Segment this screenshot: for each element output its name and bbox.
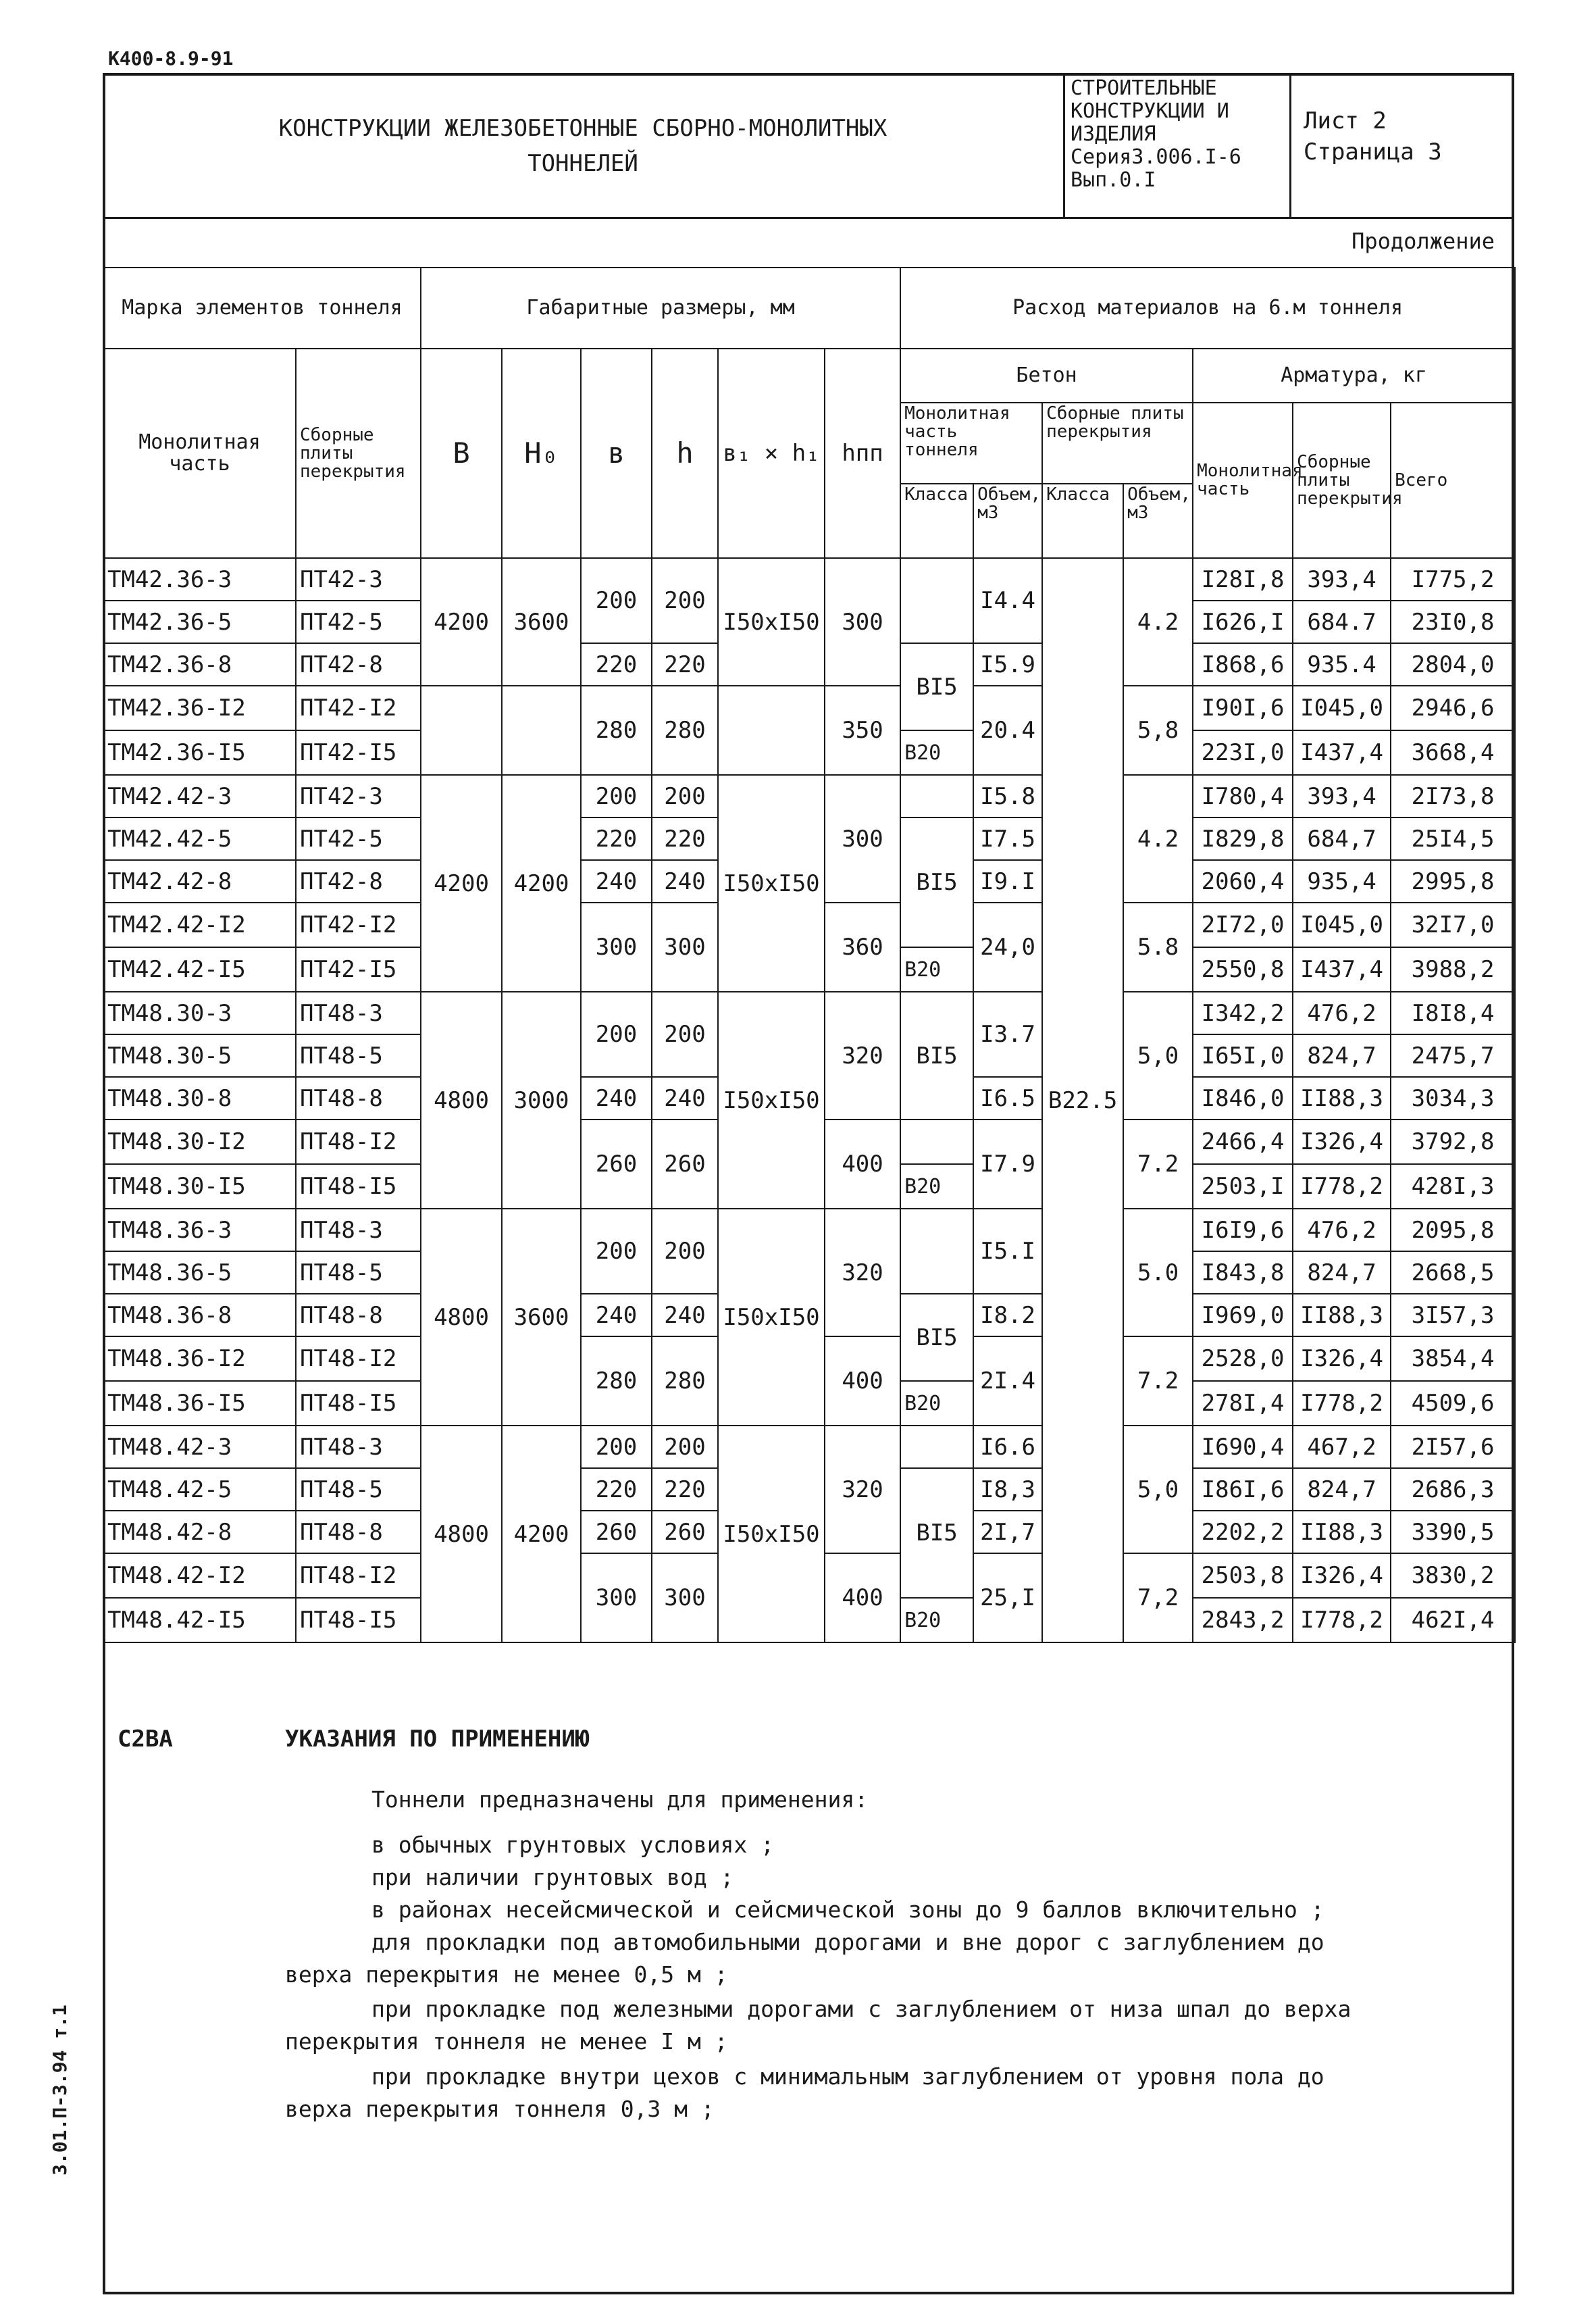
cell-bk bbox=[900, 1209, 973, 1294]
slab-mark: ПТ42-3 bbox=[296, 775, 421, 818]
slab-mark: ПТ42-5 bbox=[296, 818, 421, 860]
arm-total-value: 3988,2 bbox=[1391, 947, 1515, 992]
cell-h: 300 bbox=[652, 1553, 718, 1642]
cell-b1h1 bbox=[718, 686, 825, 775]
cell-hpp: 400 bbox=[825, 1120, 900, 1209]
slab-mark: ПТ42-5 bbox=[296, 601, 421, 643]
page-number: Страница 3 bbox=[1304, 139, 1442, 166]
monolit-mark: ТМ48.42-I5 bbox=[103, 1598, 296, 1642]
arm-mono-value: I28I,8 bbox=[1193, 558, 1293, 601]
arm-mono-value: I86I,6 bbox=[1193, 1468, 1293, 1511]
cell-sv: 5.8 bbox=[1123, 903, 1193, 992]
col-monolit: Монолитная часть bbox=[103, 349, 296, 558]
arm-total-value: 2686,3 bbox=[1391, 1468, 1515, 1511]
cell-bk: BI5 bbox=[900, 992, 973, 1120]
col-obem-1: Объем, м3 bbox=[973, 484, 1042, 558]
arm-total-value: 2946,6 bbox=[1391, 686, 1515, 730]
col-obem-2: Объем, м3 bbox=[1123, 484, 1193, 558]
arm-total-value: 2475,7 bbox=[1391, 1034, 1515, 1077]
arm-mono-value: 2550,8 bbox=[1193, 947, 1293, 992]
cell-hpp: 320 bbox=[825, 1209, 900, 1336]
document-code: К400-8.9-91 bbox=[108, 47, 234, 70]
cell-Ho: 4200 bbox=[502, 1426, 581, 1642]
monolit-mark: ТМ48.42-5 bbox=[103, 1468, 296, 1511]
cell-hpp: 350 bbox=[825, 686, 900, 775]
monolit-mark: ТМ42.36-I5 bbox=[103, 730, 296, 775]
cell-h: 240 bbox=[652, 1294, 718, 1336]
cell-B: 4800 bbox=[421, 1209, 502, 1426]
cell-b: 200 bbox=[581, 1426, 652, 1468]
monolit-mark: ТМ48.36-I2 bbox=[103, 1336, 296, 1381]
cell-hpp: 400 bbox=[825, 1336, 900, 1426]
cell-Ho: 3600 bbox=[502, 558, 581, 686]
table-row bbox=[103, 992, 1515, 1034]
cell-h: 220 bbox=[652, 643, 718, 686]
continuation-label: Продолжение bbox=[1352, 228, 1495, 254]
monolit-mark: ТМ48.30-I5 bbox=[103, 1164, 296, 1209]
arm-sbor-value: 935.4 bbox=[1293, 643, 1391, 686]
arm-mono-value: I690,4 bbox=[1193, 1426, 1293, 1468]
slab-mark: ПТ48-5 bbox=[296, 1468, 421, 1511]
cell-bk bbox=[900, 1426, 973, 1468]
slab-mark: ПТ42-3 bbox=[296, 558, 421, 601]
arm-total-value: 2I57,6 bbox=[1391, 1426, 1515, 1468]
series-line-4: Серия3.006.I-6 bbox=[1071, 145, 1241, 169]
col-klass-2: Класса bbox=[1042, 484, 1123, 558]
notes-line-2: в обычных грунтовых условиях ; bbox=[371, 1832, 775, 1858]
cell-B: 4800 bbox=[421, 1426, 502, 1642]
cell-bk bbox=[900, 775, 973, 818]
cell-B: 4800 bbox=[421, 992, 502, 1209]
monolit-mark: ТМ42.42-I2 bbox=[103, 903, 296, 947]
arm-mono-value: I342,2 bbox=[1193, 992, 1293, 1034]
cell-bv: I5.9 bbox=[973, 643, 1042, 686]
arm-mono-value: I626,I bbox=[1193, 601, 1293, 643]
slab-mark: ПТ42-I2 bbox=[296, 903, 421, 947]
col-beton-mono: Монолитная часть тоннеля bbox=[900, 403, 1042, 484]
monolit-mark: ТМ48.36-I5 bbox=[103, 1381, 296, 1426]
arm-mono-value: 2843,2 bbox=[1193, 1598, 1293, 1642]
cell-b: 300 bbox=[581, 903, 652, 992]
title-block bbox=[103, 73, 1065, 218]
cell-bv: I8.2 bbox=[973, 1294, 1042, 1336]
cell-b: 240 bbox=[581, 1077, 652, 1120]
notes-line-5: для прокладки под автомобильными дорогами и вне дорог с заглублением до bbox=[371, 1929, 1324, 1955]
arm-mono-value: 278I,4 bbox=[1193, 1381, 1293, 1426]
cell-h: 260 bbox=[652, 1120, 718, 1209]
notes-title: УКАЗАНИЯ ПО ПРИМЕНЕНИЮ bbox=[285, 1726, 590, 1753]
cell-b1h1: I50xI50 bbox=[718, 558, 825, 686]
monolit-mark: ТМ42.36-8 bbox=[103, 643, 296, 686]
arm-mono-value: I969,0 bbox=[1193, 1294, 1293, 1336]
cell-bv: 25,I bbox=[973, 1553, 1042, 1642]
arm-sbor-value: I326,4 bbox=[1293, 1336, 1391, 1381]
series-line-3: ИЗДЕЛИЯ bbox=[1071, 122, 1156, 146]
monolit-mark: ТМ48.30-8 bbox=[103, 1077, 296, 1120]
arm-sbor-value: II88,3 bbox=[1293, 1511, 1391, 1553]
arm-sbor-value: 467,2 bbox=[1293, 1426, 1391, 1468]
slab-mark: ПТ42-I5 bbox=[296, 947, 421, 992]
arm-total-value: 3I57,3 bbox=[1391, 1294, 1515, 1336]
slab-mark: ПТ48-5 bbox=[296, 1251, 421, 1294]
monolit-mark: ТМ42.42-I5 bbox=[103, 947, 296, 992]
cell-b: 240 bbox=[581, 860, 652, 903]
arm-sbor-value: 393,4 bbox=[1293, 558, 1391, 601]
arm-mono-value: I6I9,6 bbox=[1193, 1209, 1293, 1251]
arm-total-value: 3390,5 bbox=[1391, 1511, 1515, 1553]
arm-total-value: 32I7,0 bbox=[1391, 903, 1515, 947]
notes-line-1: Тоннели предназначены для применения: bbox=[371, 1786, 869, 1813]
cell-bv: I4.4 bbox=[973, 558, 1042, 643]
cell-B: 4200 bbox=[421, 775, 502, 992]
slab-mark: ПТ48-8 bbox=[296, 1511, 421, 1553]
arm-sbor-value: 393,4 bbox=[1293, 775, 1391, 818]
cell-bv: I9.I bbox=[973, 860, 1042, 903]
arm-sbor-value: I778,2 bbox=[1293, 1381, 1391, 1426]
arm-mono-value: I90I,6 bbox=[1193, 686, 1293, 730]
slab-mark: ПТ48-I2 bbox=[296, 1120, 421, 1164]
cell-b: 220 bbox=[581, 818, 652, 860]
slab-mark: ПТ48-I2 bbox=[296, 1553, 421, 1598]
slab-mark: ПТ48-I5 bbox=[296, 1598, 421, 1642]
col-arm-total: Всего bbox=[1391, 403, 1515, 558]
monolit-mark: ТМ48.36-5 bbox=[103, 1251, 296, 1294]
notes-line-6: верха перекрытия не менее 0,5 м ; bbox=[285, 1961, 728, 1988]
cell-bv: 20.4 bbox=[973, 686, 1042, 775]
arm-sbor-value: 476,2 bbox=[1293, 992, 1391, 1034]
cell-h: 220 bbox=[652, 1468, 718, 1511]
cell-h: 280 bbox=[652, 686, 718, 775]
cell-sv: 5,8 bbox=[1123, 686, 1193, 775]
header-divider bbox=[103, 217, 1514, 219]
cell-h: 200 bbox=[652, 1209, 718, 1294]
sheet-block bbox=[1291, 73, 1514, 218]
slab-mark: ПТ48-3 bbox=[296, 1426, 421, 1468]
arm-sbor-value: 476,2 bbox=[1293, 1209, 1391, 1251]
monolit-mark: ТМ48.30-3 bbox=[103, 992, 296, 1034]
arm-total-value: 428I,3 bbox=[1391, 1164, 1515, 1209]
cell-sv: 4.2 bbox=[1123, 558, 1193, 686]
cell-b: 280 bbox=[581, 1336, 652, 1426]
arm-mono-value: 2I72,0 bbox=[1193, 903, 1293, 947]
cell-hpp: 360 bbox=[825, 903, 900, 992]
arm-sbor-value: I437,4 bbox=[1293, 730, 1391, 775]
cell-h: 300 bbox=[652, 903, 718, 992]
cell-bk: BI5 bbox=[900, 1294, 973, 1381]
cell-bv: I3.7 bbox=[973, 992, 1042, 1077]
arm-total-value: 2095,8 bbox=[1391, 1209, 1515, 1251]
col-hpp: hпп bbox=[825, 349, 900, 558]
cell-hpp: 320 bbox=[825, 992, 900, 1120]
cell-B bbox=[421, 686, 502, 775]
arm-total-value: 2995,8 bbox=[1391, 860, 1515, 903]
arm-mono-value: 2503,8 bbox=[1193, 1553, 1293, 1598]
cell-h: 200 bbox=[652, 992, 718, 1077]
monolit-mark: ТМ42.42-3 bbox=[103, 775, 296, 818]
cell-b: 200 bbox=[581, 558, 652, 643]
slab-mark: ПТ48-3 bbox=[296, 1209, 421, 1251]
slab-mark: ПТ48-3 bbox=[296, 992, 421, 1034]
cell-sv: 5.0 bbox=[1123, 1209, 1193, 1336]
cell-bv: I6.5 bbox=[973, 1077, 1042, 1120]
monolit-mark: ТМ42.42-8 bbox=[103, 860, 296, 903]
cell-sv: 4.2 bbox=[1123, 775, 1193, 903]
notes-line-9: при прокладке внутри цехов с минимальным заглублением от уровня пола до bbox=[371, 2063, 1324, 2090]
cell-sv: 5,0 bbox=[1123, 1426, 1193, 1553]
series-line-5: Вып.0.I bbox=[1071, 168, 1156, 192]
cell-Ho: 3000 bbox=[502, 992, 581, 1209]
cell-bk: B20 bbox=[900, 1164, 973, 1209]
notes-line-8: перекрытия тоннеля не менее I м ; bbox=[285, 2028, 728, 2055]
cell-bk bbox=[900, 558, 973, 643]
notes-line-7: при прокладке под железными дорогами с заглублением от низа шпал до верха bbox=[371, 1996, 1352, 2022]
cell-h: 280 bbox=[652, 1336, 718, 1426]
arm-mono-value: I846,0 bbox=[1193, 1077, 1293, 1120]
series-block bbox=[1065, 73, 1291, 218]
col-beton: Бетон bbox=[900, 349, 1193, 403]
monolit-mark: ТМ48.42-3 bbox=[103, 1426, 296, 1468]
notes-line-10: верха перекрытия тоннеля 0,3 м ; bbox=[285, 2096, 715, 2122]
arm-mono-value: 2466,4 bbox=[1193, 1120, 1293, 1164]
arm-sbor-value: I778,2 bbox=[1293, 1598, 1391, 1642]
arm-sbor-value: 684.7 bbox=[1293, 601, 1391, 643]
slab-mark: ПТ48-5 bbox=[296, 1034, 421, 1077]
slab-mark: ПТ42-8 bbox=[296, 860, 421, 903]
cell-h: 240 bbox=[652, 860, 718, 903]
notes-line-4: в районах несейсмической и сейсмической зоны до 9 баллов включительно ; bbox=[371, 1896, 1324, 1923]
slab-mark: ПТ48-8 bbox=[296, 1077, 421, 1120]
arm-sbor-value: I437,4 bbox=[1293, 947, 1391, 992]
cell-b: 200 bbox=[581, 1209, 652, 1294]
col-arm-mono: Монолитная часть bbox=[1193, 403, 1293, 558]
cell-b: 220 bbox=[581, 1468, 652, 1511]
arm-total-value: 25I4,5 bbox=[1391, 818, 1515, 860]
arm-mono-value: 223I,0 bbox=[1193, 730, 1293, 775]
cell-sv: 7,2 bbox=[1123, 1553, 1193, 1642]
arm-total-value: 3830,2 bbox=[1391, 1553, 1515, 1598]
cell-bv: I8,3 bbox=[973, 1468, 1042, 1511]
arm-total-value: I8I8,4 bbox=[1391, 992, 1515, 1034]
col-beton-sbor: Сборные плиты перекрытия bbox=[1042, 403, 1193, 484]
arm-sbor-value: I326,4 bbox=[1293, 1553, 1391, 1598]
cell-hpp: 320 bbox=[825, 1426, 900, 1553]
col-h: h bbox=[652, 349, 718, 558]
col-b: в bbox=[581, 349, 652, 558]
col-klass-1: Класса bbox=[900, 484, 973, 558]
cell-bk: B20 bbox=[900, 730, 973, 775]
col-marka: Марка элементов тоннеля bbox=[103, 268, 421, 349]
materials-table bbox=[103, 267, 1516, 1643]
cell-Ho: 4200 bbox=[502, 775, 581, 992]
cell-h: 200 bbox=[652, 558, 718, 643]
cell-bk: BI5 bbox=[900, 1468, 973, 1598]
monolit-mark: ТМ48.30-5 bbox=[103, 1034, 296, 1077]
arm-sbor-value: 824,7 bbox=[1293, 1251, 1391, 1294]
slab-mark: ПТ48-I2 bbox=[296, 1336, 421, 1381]
table-row bbox=[103, 775, 1515, 818]
cell-B: 4200 bbox=[421, 558, 502, 686]
side-code: 3.01.П-3.94 т.1 bbox=[49, 2005, 71, 2175]
cell-sv: 7.2 bbox=[1123, 1336, 1193, 1426]
cell-h: 200 bbox=[652, 775, 718, 818]
col-b1h1: в₁ × h₁ bbox=[718, 349, 825, 558]
table-row bbox=[103, 558, 1515, 601]
col-B: B bbox=[421, 349, 502, 558]
slab-mark: ПТ42-I2 bbox=[296, 686, 421, 730]
col-arm-sbor: Сборные плиты перекрытия bbox=[1293, 403, 1391, 558]
cell-sk: B22.5 bbox=[1042, 558, 1123, 1642]
cell-bv: I5.I bbox=[973, 1209, 1042, 1294]
cell-hpp: 300 bbox=[825, 775, 900, 903]
cell-bv: I6.6 bbox=[973, 1426, 1042, 1468]
cell-b: 260 bbox=[581, 1120, 652, 1209]
cell-sv: 5,0 bbox=[1123, 992, 1193, 1120]
arm-mono-value: I868,6 bbox=[1193, 643, 1293, 686]
arm-sbor-value: 824,7 bbox=[1293, 1034, 1391, 1077]
slab-mark: ПТ48-I5 bbox=[296, 1164, 421, 1209]
arm-sbor-value: I045,0 bbox=[1293, 903, 1391, 947]
monolit-mark: ТМ48.30-I2 bbox=[103, 1120, 296, 1164]
arm-sbor-value: 684,7 bbox=[1293, 818, 1391, 860]
table-row bbox=[103, 1426, 1515, 1468]
arm-mono-value: I65I,0 bbox=[1193, 1034, 1293, 1077]
arm-total-value: 3668,4 bbox=[1391, 730, 1515, 775]
col-Ho: H₀ bbox=[502, 349, 581, 558]
arm-total-value: 23I0,8 bbox=[1391, 601, 1515, 643]
arm-mono-value: I829,8 bbox=[1193, 818, 1293, 860]
arm-mono-value: I780,4 bbox=[1193, 775, 1293, 818]
cell-b: 200 bbox=[581, 992, 652, 1077]
arm-total-value: 462I,4 bbox=[1391, 1598, 1515, 1642]
cell-bv: I5.8 bbox=[973, 775, 1042, 818]
cell-bv: I7.9 bbox=[973, 1120, 1042, 1209]
arm-total-value: 3854,4 bbox=[1391, 1336, 1515, 1381]
arm-sbor-value: I778,2 bbox=[1293, 1164, 1391, 1209]
monolit-mark: ТМ42.36-5 bbox=[103, 601, 296, 643]
arm-mono-value: 2528,0 bbox=[1193, 1336, 1293, 1381]
notes-line-3: при наличии грунтовых вод ; bbox=[371, 1864, 734, 1890]
title-line-2: ТОННЕЛЕЙ bbox=[527, 149, 638, 177]
slab-mark: ПТ48-8 bbox=[296, 1294, 421, 1336]
monolit-mark: ТМ42.36-3 bbox=[103, 558, 296, 601]
slab-mark: ПТ42-I5 bbox=[296, 730, 421, 775]
monolit-mark: ТМ48.42-8 bbox=[103, 1511, 296, 1553]
cell-h: 200 bbox=[652, 1426, 718, 1468]
cell-bv: 24,0 bbox=[973, 903, 1042, 992]
monolit-mark: ТМ48.42-I2 bbox=[103, 1553, 296, 1598]
cell-bk: BI5 bbox=[900, 643, 973, 730]
arm-total-value: 2804,0 bbox=[1391, 643, 1515, 686]
arm-sbor-value: 935,4 bbox=[1293, 860, 1391, 903]
table-row bbox=[103, 1209, 1515, 1251]
slab-mark: ПТ42-8 bbox=[296, 643, 421, 686]
arm-total-value: 2668,5 bbox=[1391, 1251, 1515, 1294]
arm-total-value: 3792,8 bbox=[1391, 1120, 1515, 1164]
series-line-1: СТРОИТЕЛЬНЫЕ bbox=[1071, 76, 1217, 100]
cell-b1h1: I50xI50 bbox=[718, 1426, 825, 1642]
title-line-1: КОНСТРУКЦИИ ЖЕЛЕЗОБЕТОННЫЕ СБОРНО-МОНОЛИТНЫХ bbox=[278, 114, 887, 142]
arm-mono-value: 2202,2 bbox=[1193, 1511, 1293, 1553]
cell-bk bbox=[900, 1120, 973, 1164]
arm-mono-value: 2060,4 bbox=[1193, 860, 1293, 903]
cell-bk: B20 bbox=[900, 1381, 973, 1426]
cell-b: 260 bbox=[581, 1511, 652, 1553]
cell-b1h1: I50xI50 bbox=[718, 775, 825, 992]
cell-b: 240 bbox=[581, 1294, 652, 1336]
col-gabarit: Габаритные размеры, мм bbox=[421, 268, 900, 349]
monolit-mark: ТМ42.42-5 bbox=[103, 818, 296, 860]
cell-bk: B20 bbox=[900, 947, 973, 992]
arm-total-value: 4509,6 bbox=[1391, 1381, 1515, 1426]
table-body bbox=[103, 558, 1515, 1642]
notes-code: С2ВА bbox=[118, 1726, 173, 1753]
cell-bv: I7.5 bbox=[973, 818, 1042, 860]
sheet-number: Лист 2 bbox=[1304, 107, 1387, 134]
arm-mono-value: 2503,I bbox=[1193, 1164, 1293, 1209]
arm-sbor-value: 824,7 bbox=[1293, 1468, 1391, 1511]
arm-total-value: 3034,3 bbox=[1391, 1077, 1515, 1120]
arm-mono-value: I843,8 bbox=[1193, 1251, 1293, 1294]
table-row bbox=[103, 686, 1515, 730]
cell-b: 280 bbox=[581, 686, 652, 775]
arm-sbor-value: II88,3 bbox=[1293, 1294, 1391, 1336]
cell-Ho: 3600 bbox=[502, 1209, 581, 1426]
slab-mark: ПТ48-I5 bbox=[296, 1381, 421, 1426]
cell-h: 240 bbox=[652, 1077, 718, 1120]
cell-b: 220 bbox=[581, 643, 652, 686]
arm-total-value: 2I73,8 bbox=[1391, 775, 1515, 818]
arm-sbor-value: II88,3 bbox=[1293, 1077, 1391, 1120]
cell-b1h1: I50xI50 bbox=[718, 992, 825, 1209]
col-armatura: Арматура, кг bbox=[1193, 349, 1515, 403]
monolit-mark: ТМ48.36-3 bbox=[103, 1209, 296, 1251]
cell-bk: B20 bbox=[900, 1598, 973, 1642]
series-line-2: КОНСТРУКЦИИ И bbox=[1071, 99, 1229, 123]
col-sbornye: Сборные плиты перекрытия bbox=[296, 349, 421, 558]
col-rashod: Расход материалов на 6.м тоннеля bbox=[900, 268, 1515, 349]
cell-b1h1: I50xI50 bbox=[718, 1209, 825, 1426]
monolit-mark: ТМ48.36-8 bbox=[103, 1294, 296, 1336]
arm-total-value: I775,2 bbox=[1391, 558, 1515, 601]
cell-b: 300 bbox=[581, 1553, 652, 1642]
cell-bv: 2I,7 bbox=[973, 1511, 1042, 1553]
cell-h: 260 bbox=[652, 1511, 718, 1553]
cell-hpp: 300 bbox=[825, 558, 900, 686]
cell-b: 200 bbox=[581, 775, 652, 818]
arm-sbor-value: I326,4 bbox=[1293, 1120, 1391, 1164]
cell-sv: 7.2 bbox=[1123, 1120, 1193, 1209]
cell-bk: BI5 bbox=[900, 818, 973, 947]
cell-bv: 2I.4 bbox=[973, 1336, 1042, 1426]
arm-sbor-value: I045,0 bbox=[1293, 686, 1391, 730]
cell-hpp: 400 bbox=[825, 1553, 900, 1642]
cell-Ho bbox=[502, 686, 581, 775]
cell-h: 220 bbox=[652, 818, 718, 860]
monolit-mark: ТМ42.36-I2 bbox=[103, 686, 296, 730]
